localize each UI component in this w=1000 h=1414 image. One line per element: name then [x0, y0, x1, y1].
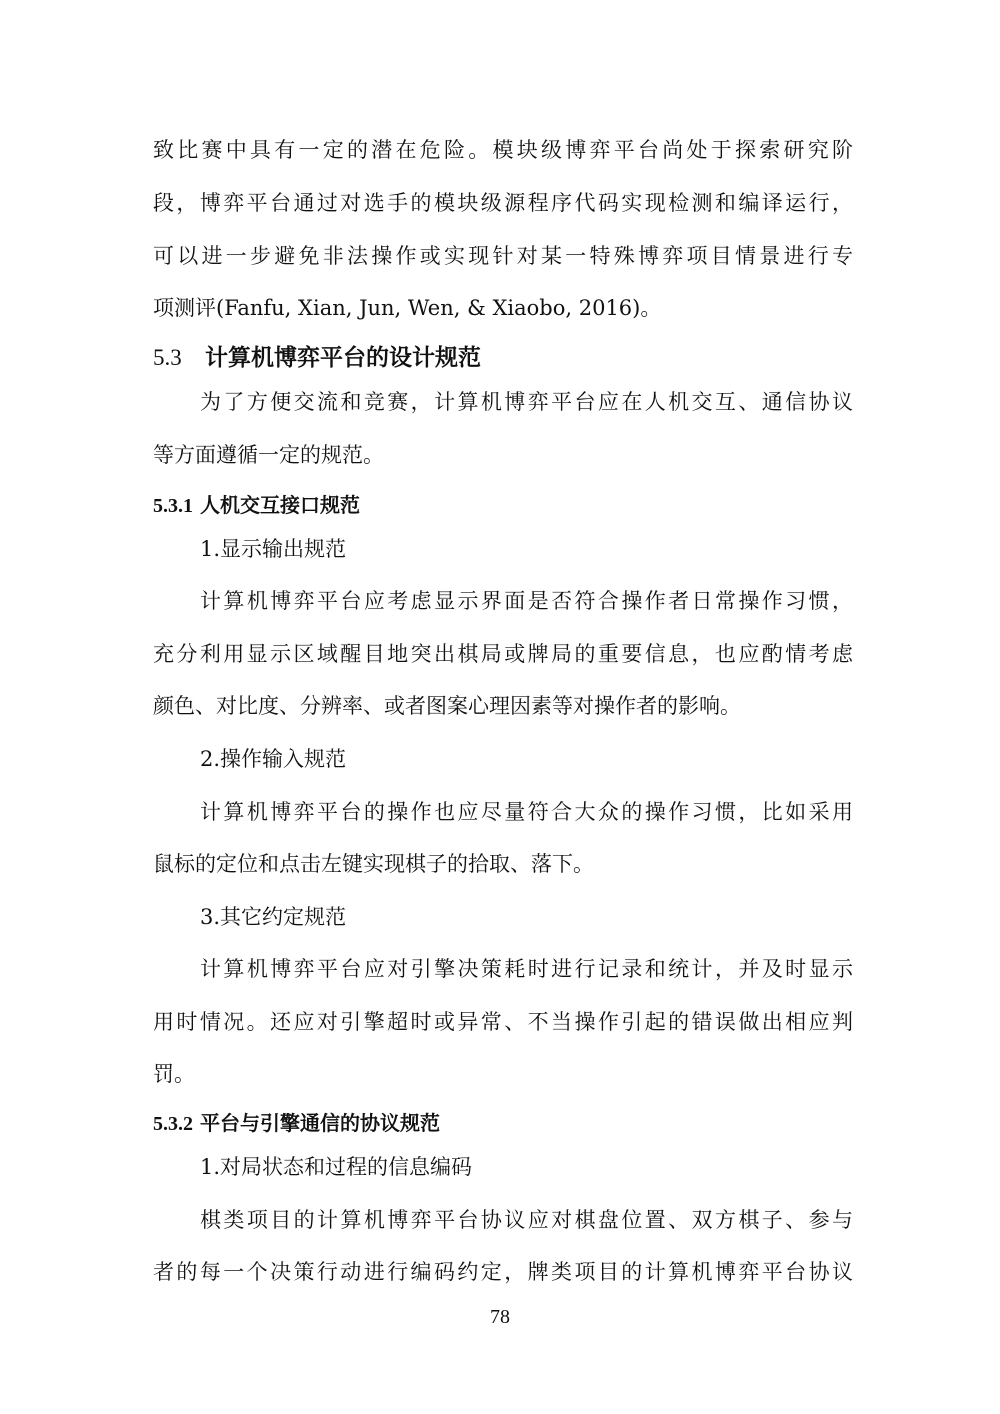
paragraph-line: 致比赛中具有一定的潜在危险。模块级博弈平台尚处于探索研究阶 — [153, 138, 853, 162]
item-title: 1.显示输出规范 — [200, 537, 347, 561]
paragraph-line: 项测评(Fanfu, Xian, Jun, Wen, & Xiaobo, 2016)。 — [153, 296, 662, 320]
item-title: 1.对局状态和过程的信息编码 — [200, 1155, 473, 1179]
paragraph-line: 计算机博弈平台应考虑显示界面是否符合操作者日常操作习惯， — [200, 589, 853, 613]
paragraph-line: 充分利用显示区域醒目地突出棋局或牌局的重要信息，也应酌情考虑 — [153, 642, 853, 666]
item-title: 2.操作输入规范 — [200, 747, 347, 771]
subsection-heading-5-3-1 — [153, 490, 360, 521]
paragraph-line: 为了方便交流和竞赛，计算机博弈平台应在人机交互、通信协议 — [200, 390, 853, 414]
section-number: 5.3 — [153, 345, 182, 370]
paragraph-line: 鼠标的定位和点击左键实现棋子的拾取、落下。 — [153, 852, 594, 876]
subsection-title: 平台与引擎通信的协议规范 — [199, 1111, 440, 1135]
paragraph-line: 计算机博弈平台的操作也应尽量符合大众的操作习惯，比如采用 — [200, 800, 853, 824]
subsection-number: 5.3.2 — [153, 1113, 193, 1135]
subsection-title: 人机交互接口规范 — [199, 493, 360, 517]
paragraph-line: 计算机博弈平台应对引擎决策耗时进行记录和统计，并及时显示 — [200, 957, 853, 981]
paragraph-line: 可以进一步避免非法操作或实现针对某一特殊博弈项目情景进行专 — [153, 244, 853, 268]
subsection-number: 5.3.1 — [153, 495, 193, 517]
paragraph-line: 用时情况。还应对引擎超时或异常、不当操作引起的错误做出相应判 — [153, 1010, 853, 1034]
section-heading-5-3 — [153, 342, 481, 374]
paragraph-line: 者的每一个决策行动进行编码约定，牌类项目的计算机博弈平台协议 — [153, 1260, 853, 1284]
paragraph-line: 棋类项目的计算机博弈平台协议应对棋盘位置、双方棋子、参与 — [200, 1208, 853, 1232]
paragraph-line: 颜色、对比度、分辨率、或者图案心理因素等对操作者的影响。 — [153, 694, 741, 718]
paragraph-line: 等方面遵循一定的规范。 — [153, 443, 384, 467]
page-number: 78 — [490, 1306, 510, 1328]
paragraph-line: 段，博弈平台通过对选手的模块级源程序代码实现检测和编译运行， — [153, 191, 853, 215]
item-title: 3.其它约定规范 — [200, 905, 347, 929]
subsection-heading-5-3-2 — [153, 1108, 440, 1139]
section-title: 计算机博弈平台的设计规范 — [205, 345, 481, 371]
paragraph-line: 罚。 — [153, 1062, 195, 1086]
